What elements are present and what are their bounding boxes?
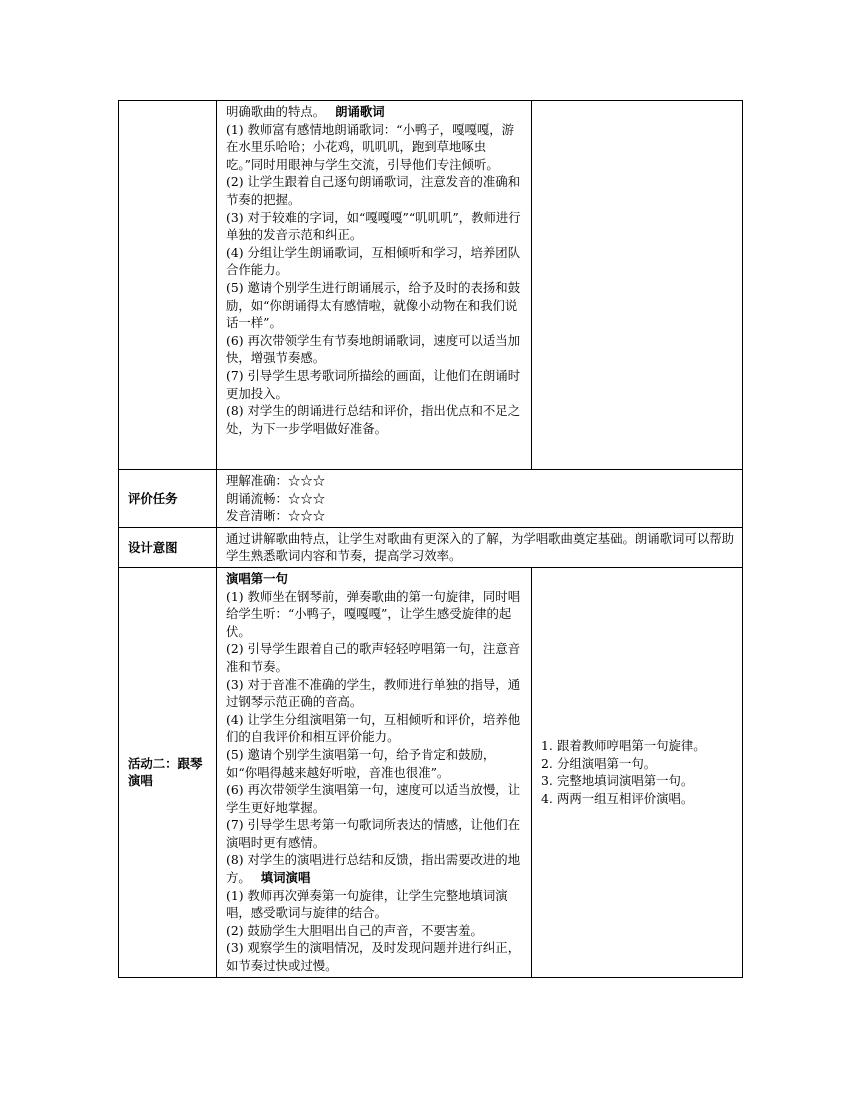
- recitation-item: (7) 引导学生思考歌词所描绘的画面，让他们在朗诵时更加投入。: [226, 367, 521, 401]
- design-text: 通过讲解歌曲特点，让学生对歌曲有更深入的了解，为学唱歌曲奠定基础。朗诵歌词可以帮助学生熟悉歌词内容和节奏，提高学习效率。: [217, 527, 743, 567]
- design-label: 设计意图: [119, 527, 217, 567]
- evaluation-line: 朗诵流畅：☆☆☆: [226, 490, 326, 506]
- activity2-item: (6) 再次带领学生演唱第一句，速度可以适当放慢，让学生更好地掌握。: [226, 782, 521, 815]
- list-number: 1.: [541, 738, 553, 754]
- evaluation-content-cell: [217, 470, 743, 528]
- list-number: 2.: [541, 755, 553, 771]
- recitation-item: (4) 分组让学生朗诵歌词，互相倾听和学习，培养团队合作能力。: [226, 244, 521, 278]
- recitation-row: [119, 101, 743, 470]
- student-activities-list: [541, 737, 734, 807]
- activity2-label: 活动二：跟琴演唱: [119, 567, 217, 977]
- student-activity-item: [541, 790, 734, 808]
- activity2-heading1: 演唱第一句: [226, 570, 288, 586]
- recitation-right-cell: [532, 101, 743, 470]
- activity2-item: (1) 教师坐在钢琴前，弹奏歌曲的第一句旋律，同时唱给学生听：“小鸭子，嘎嘎嘎”，让学生感受旋律的起伏。: [226, 588, 521, 639]
- activity2-fill-item: (1) 教师再次弹奏第一句旋律，让学生完整地填词演唱，感受歌词与旋律的结合。: [226, 887, 508, 921]
- recitation-item: (6) 再次带领学生有节奏地朗诵歌词，速度可以适当加快，增强节奏感。: [226, 332, 521, 366]
- evaluation-row: [119, 470, 743, 528]
- list-text: 跟着教师哼唱第一句旋律。: [557, 738, 706, 754]
- recitation-label-cell: [119, 101, 217, 470]
- evaluation-label: 评价任务: [119, 470, 217, 528]
- recitation-intro-line: [226, 103, 523, 121]
- activity2-fill-item: (2) 鼓励学生大胆唱出自己的声音，不要害羞。: [226, 922, 483, 938]
- list-text: 两两一组互相评价演唱。: [557, 790, 694, 806]
- recitation-item: (8) 对学生的朗诵进行总结和评价，指出优点和不足之处，为下一步学唱做好准备。: [226, 403, 521, 436]
- activity2-item8: (8) 对学生的演唱进行总结和反馈，指出需要改进的地方。: [226, 852, 521, 886]
- recitation-item: (1) 教师富有感情地朗诵歌词：“小鸭子，嘎嘎嘎，游在水里乐哈哈；小花鸡，叽叽叽，跑到草地啄虫吃。”同时用眼神与学生交流，引导他们专注倾听。: [226, 121, 515, 172]
- activity2-heading2: 填词演唱: [260, 870, 311, 886]
- list-number: 4.: [541, 790, 553, 806]
- recitation-item: (2) 让学生跟着自己逐句朗诵歌词，注意发音的准确和节奏的把握。: [226, 174, 521, 207]
- recitation-intro: 明确歌曲的特点。: [226, 104, 326, 119]
- design-row: [119, 527, 743, 567]
- student-activity-item: [541, 755, 734, 773]
- activity2-item: (3) 对于音准不准确的学生，教师进行单独的指导，通过钢琴示范正确的音高。: [226, 676, 521, 710]
- recitation-content-cell: [217, 101, 532, 470]
- student-activity-item: [541, 737, 734, 755]
- student-activities-cell: [532, 567, 743, 977]
- activity2-content-cell: [217, 567, 532, 977]
- list-text: 完整地填词演唱第一句。: [557, 773, 694, 789]
- evaluation-line: 发音清晰：☆☆☆: [226, 508, 326, 524]
- activity2-item: (2) 引导学生跟着自己的歌声轻轻哼唱第一句，注意音准和节奏。: [226, 641, 521, 674]
- activity2-item: (7) 引导学生思考第一句歌词所表达的情感，让他们在演唱时更有感情。: [226, 817, 521, 850]
- recitation-heading: 朗诵歌词: [335, 104, 385, 119]
- recitation-item: (5) 邀请个别学生进行朗诵展示，给予及时的表扬和鼓励，如“你朗诵得太有感情啦，就像小动物在和我们说话一样”。: [226, 279, 521, 331]
- lesson-plan-table: [118, 100, 743, 978]
- student-activity-item: [541, 772, 734, 790]
- list-text: 分组演唱第一句。: [557, 755, 657, 771]
- recitation-item: (3) 对于较难的字词，如“嘎嘎嘎”“叽叽叽”，教师进行单独的发音示范和纠正。: [226, 209, 521, 243]
- activity2-fill-item: (3) 观察学生的演唱情况，及时发现问题并进行纠正，如节奏过快或过慢。: [226, 940, 521, 974]
- evaluation-line: 理解准确：☆☆☆: [226, 473, 326, 488]
- activity2-item: (4) 让学生分组演唱第一句，互相倾听和评价，培养他们的自我评价和相互评价能力。: [226, 711, 521, 745]
- list-number: 3.: [541, 773, 553, 789]
- activity2-item: (5) 邀请个别学生演唱第一句，给予肯定和鼓励，如“你唱得越来越好听啦，音准也很准”。: [226, 746, 496, 780]
- activity2-item8-line: [226, 851, 523, 886]
- activity2-row: [119, 567, 743, 977]
